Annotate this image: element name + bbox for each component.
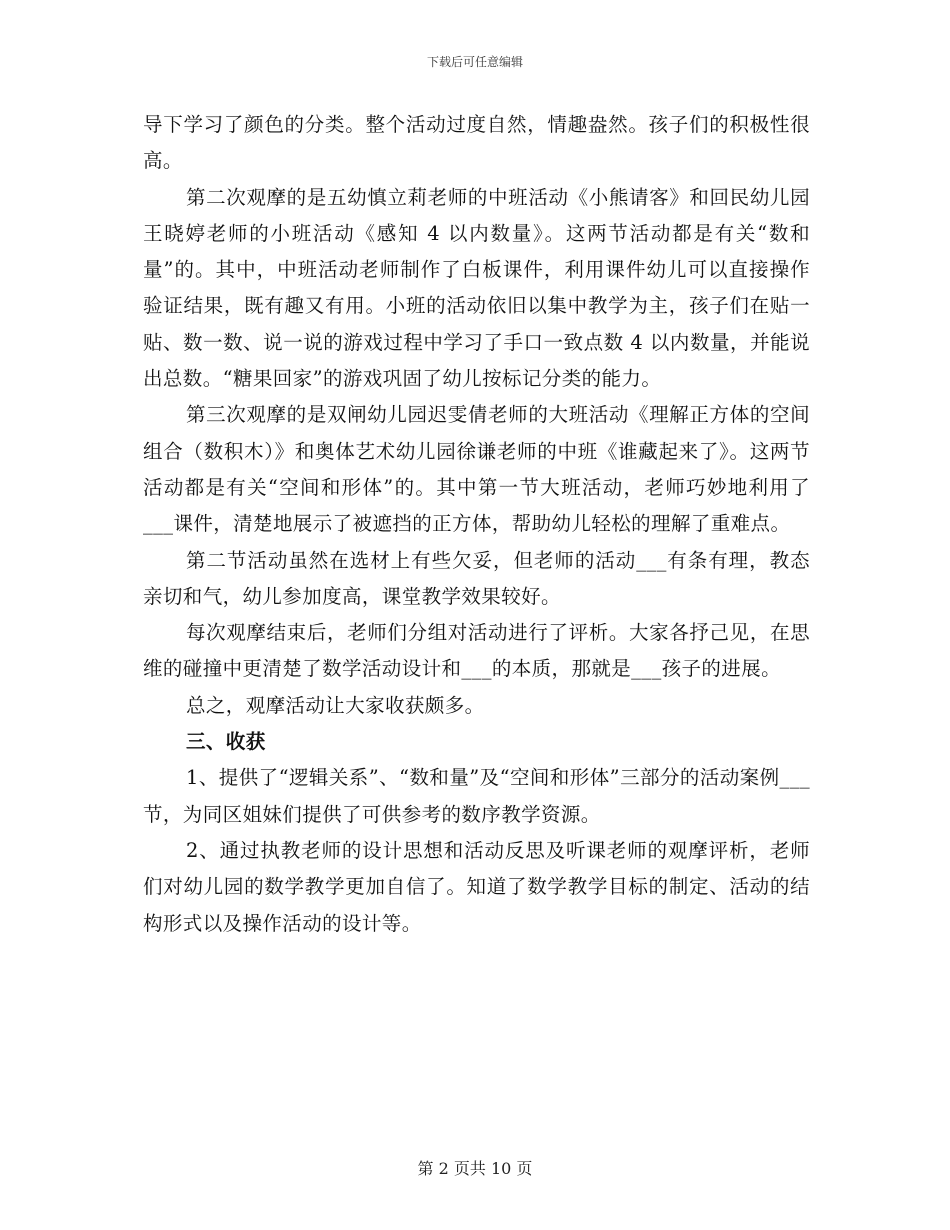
paragraph-harvest-item-1: 1、提供了“逻辑关系”、“数和量”及“空间和形体”三部分的活动案例___节，为同区姐妹们提供了可供参考的数序教学资源。 <box>143 766 810 826</box>
document-body <box>143 107 810 942</box>
paragraph-evaluation: 每次观摩结束后，老师们分组对活动进行了评析。大家各抒己见，在思维的碰撞中更清楚了数学活动设计和___的本质，那就是___孩子的进展。 <box>143 621 810 681</box>
paragraph-continuation: 导下学习了颜色的分类。整个活动过度自然，情趣盎然。孩子们的积极性很高。 <box>143 113 810 173</box>
section-heading-harvest: 三、收获 <box>186 730 266 754</box>
paragraph-summary: 总之，观摩活动让大家收获颇多。 <box>186 693 485 717</box>
paragraph-second-observation: 第二次观摩的是五幼慎立莉老师的中班活动《小熊请客》和回民幼儿园王晓婷老师的小班活动《感知 4 以内数量》。这两节活动都是有关“数和量”的。其中，中班活动老师制作了白板课件，利用课件幼儿可以直接操作验证结果，既有趣又有用。小班的活动依旧以集中教学为主，孩子们在贴一贴、数一数、说一说的游戏过程中学习了手口一致点数 4 以内数量，并能说出总数。“糖果回家”的游戏巩固了幼儿按标记分类的能力。 <box>143 185 810 391</box>
paragraph-harvest-item-2: 2、通过执教老师的设计思想和活动反思及听课老师的观摩评析，老师们对幼儿园的数学教学更加自信了。知道了数学教学目标的制定、活动的结构形式以及操作活动的设计等。 <box>143 838 810 935</box>
paragraph-second-section: 第二节活动虽然在选材上有些欠妥，但老师的活动___有条有理，教态亲切和气，幼儿参加度高，课堂教学效果较好。 <box>143 548 810 608</box>
paragraph-third-observation: 第三次观摩的是双闸幼儿园迟雯倩老师的大班活动《理解正方体的空间组合（数积木）》和奥体艺术幼儿园徐谦老师的中班《谁藏起来了》。这两节活动都是有关“空间和形体”的。其中第一节大班活动，老师巧妙地利用了___课件，清楚地展示了被遮挡的正方体，帮助幼儿轻松的理解了重难点。 <box>143 403 810 536</box>
page-number-footer: 第 2 页共 10 页 <box>417 1159 533 1178</box>
page-header: 下载后可任意编辑 <box>426 55 523 69</box>
